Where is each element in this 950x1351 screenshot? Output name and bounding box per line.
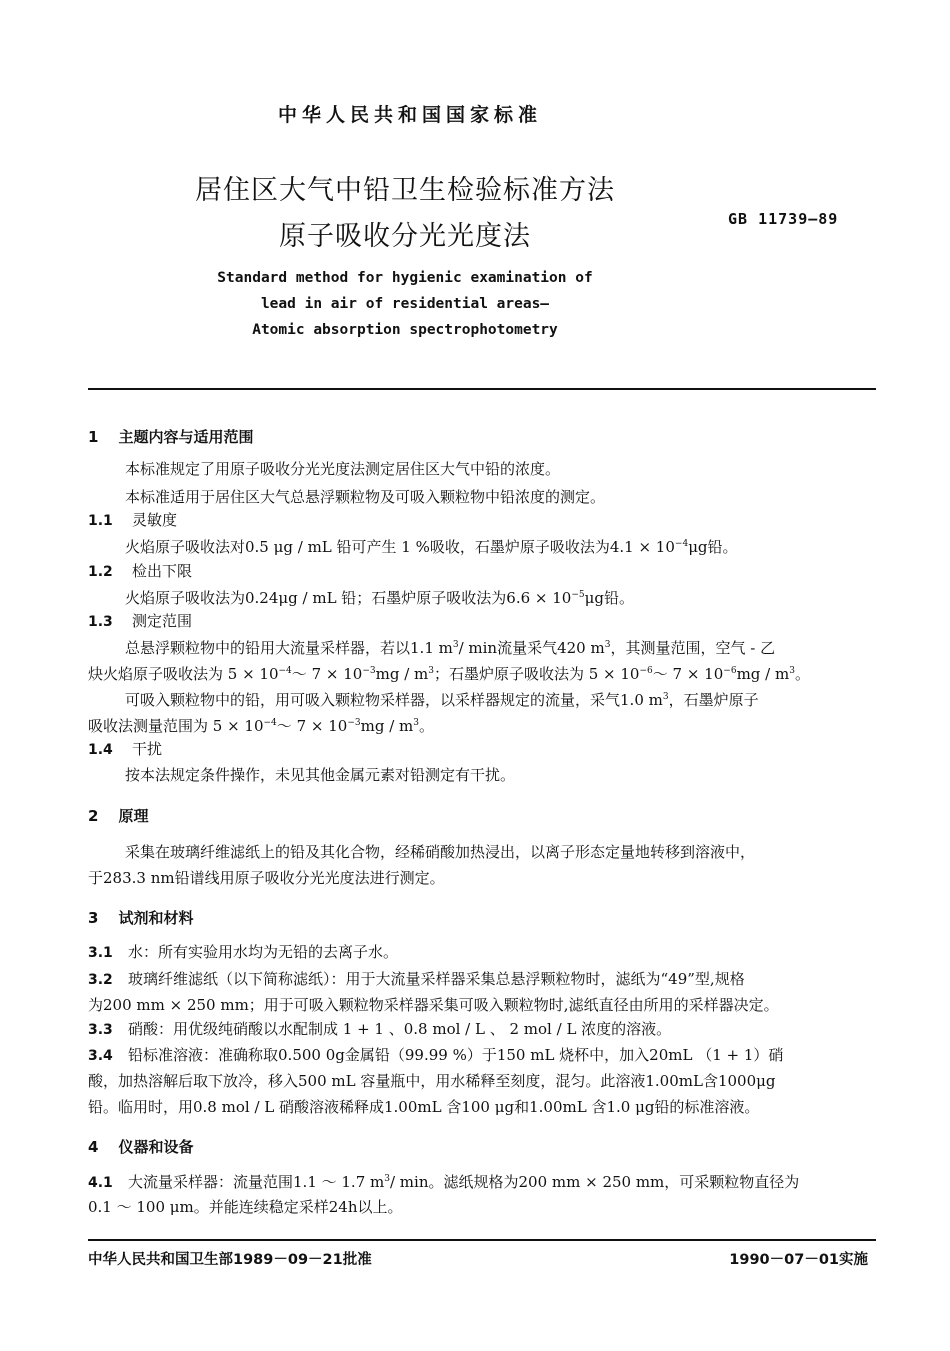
- text-run: ～ 7 × 10: [276, 717, 348, 735]
- header-divider: [88, 388, 876, 390]
- paragraph-continuation: 0.1 ～ 100 μm。并能连续稳定采样24h以上。: [88, 1198, 403, 1216]
- exponent: 3: [604, 640, 611, 650]
- section-1-heading: [88, 426, 253, 447]
- text-run: 火焰原子吸收法为0.24μg / mL 铅；石墨炉原子吸收法为6.6 × 10: [125, 589, 572, 607]
- exponent: 3: [662, 692, 669, 702]
- exponent: 3: [384, 1174, 390, 1184]
- paragraph: [125, 641, 775, 656]
- text-run: 吸收法测量范围为 5 × 10: [88, 717, 264, 735]
- section-number: 1: [88, 428, 99, 446]
- text-run: ～ 7 × 10: [652, 665, 724, 683]
- paragraph: [125, 591, 634, 606]
- paragraph-continuation: 于283.3 nm铅谱线用原子吸收分光光度法进行测定。: [88, 869, 445, 887]
- section-title: 试剂和材料: [118, 909, 194, 927]
- section-4-heading: [88, 1136, 193, 1157]
- item-number: 4.1: [88, 1175, 113, 1191]
- paragraph: 本标准规定了用原子吸收分光光度法测定居住区大气中铅的浓度。: [125, 460, 561, 478]
- exponent: 3: [452, 640, 459, 650]
- item-3-4: [88, 1048, 783, 1063]
- item-text: 玻璃纤维滤纸（以下简称滤纸）：用于大流量采样器采集总悬浮颗粒物时，滤纸为“49”型,规格: [128, 970, 745, 988]
- paragraph: 按本法规定条件操作，未见其他金属元素对铅测定有干扰。: [125, 766, 516, 784]
- exponent: 3: [413, 718, 419, 728]
- exponent: −6: [723, 666, 737, 676]
- text-run: 。: [418, 717, 434, 735]
- subsection-1-4-heading: [88, 742, 162, 757]
- section-title: 主题内容与适用范围: [118, 428, 254, 446]
- section-number: 2: [88, 807, 99, 825]
- exponent: −5: [571, 590, 585, 600]
- text-run: / min流量采气420 m: [458, 639, 605, 657]
- issuing-organization: 中华人民共和国国家标准: [277, 104, 542, 126]
- section-title: 仪器和设备: [118, 1138, 194, 1156]
- text-run: 大流量采样器：流量范围1.1 ～ 1.7 m: [128, 1173, 385, 1191]
- item-number: 3.1: [88, 945, 113, 961]
- subsection-number: 1.4: [88, 742, 113, 758]
- item-3-3: [88, 1022, 671, 1037]
- text-run: ～ 7 × 10: [291, 665, 363, 683]
- text-run: ；石墨炉原子吸收法为 5 × 10: [433, 665, 640, 683]
- section-number: 4: [88, 1138, 99, 1156]
- exponent: −4: [278, 666, 292, 676]
- exponent: −3: [347, 718, 361, 728]
- subsection-number: 1.3: [88, 614, 113, 630]
- exponent: −3: [362, 666, 376, 676]
- text-run: mg / m: [736, 665, 790, 683]
- item-4-1: [88, 1175, 799, 1190]
- item-3-2: [88, 972, 745, 987]
- subsection-title: 干扰: [132, 740, 163, 758]
- subsection-number: 1.1: [88, 513, 113, 529]
- text-run: ，石墨炉原子: [668, 691, 759, 709]
- exponent: −4: [263, 718, 277, 728]
- text-run: μg铅。: [688, 538, 738, 556]
- section-2-heading: [88, 805, 148, 826]
- item-number: 3.3: [88, 1022, 113, 1038]
- subsection-title: 灵敏度: [132, 511, 178, 529]
- paragraph: 本标准适用于居住区大气总悬浮颗粒物及可吸入颗粒物中铅浓度的测定。: [125, 488, 606, 506]
- text-run: / min。滤纸规格为200 mm × 250 mm，可采颗粒物直径为: [389, 1173, 800, 1191]
- english-title-line-1: Standard method for hygienic examination of: [217, 270, 593, 286]
- text-run: 火焰原子吸收法对0.5 μg / mL 铅可产生 1 %吸收，石墨炉原子吸收法为4.1 × 10: [125, 538, 675, 556]
- text-run: ，其测量范围，空气 - 乙: [610, 639, 776, 657]
- footer-divider: [88, 1239, 876, 1241]
- text-run: 可吸入颗粒物中的铅，用可吸入颗粒物采样器，以采样器规定的流量，采气1.0 m: [125, 691, 663, 709]
- section-title: 原理: [118, 807, 149, 825]
- item-text: 硝酸：用优级纯硝酸以水配制成 1 + 1 、0.8 mol / L 、 2 mol / L 浓度的溶液。: [128, 1020, 672, 1038]
- paragraph: [125, 693, 759, 708]
- exponent: −4: [674, 539, 689, 549]
- paragraph-continuation: [88, 719, 434, 734]
- item-text: 水：所有实验用水均为无铅的去离子水。: [128, 943, 399, 961]
- english-title-line-2: lead in air of residential areas—: [260, 296, 550, 312]
- item-number: 3.2: [88, 972, 113, 988]
- subsection-1-3-heading: [88, 614, 192, 629]
- chinese-title-line-2: 原子吸收分光光度法: [279, 221, 531, 252]
- english-title-line-3: Atomic absorption spectrophotometry: [252, 322, 558, 338]
- paragraph-continuation: [88, 667, 810, 682]
- text-run: 。: [794, 665, 810, 683]
- item-text: 铅标准溶液：准确称取0.500 0g金属铅（99.99 %）于150 mL 烧杯中，加入20mL （1 + 1）硝: [128, 1046, 784, 1064]
- exponent: −6: [639, 666, 653, 676]
- text-run: 炔火焰原子吸收法为 5 × 10: [88, 665, 279, 683]
- item-3-1: [88, 945, 398, 960]
- effective-date: 1990－07－01实施: [729, 1252, 868, 1268]
- subsection-number: 1.2: [88, 564, 113, 580]
- approval-date: 中华人民共和国卫生部1989－09－21批准: [88, 1252, 372, 1268]
- chinese-title-line-1: 居住区大气中铅卫生检验标准方法: [195, 175, 615, 206]
- subsection-title: 测定范围: [132, 612, 193, 630]
- paragraph-continuation: 铅。临用时，用0.8 mol / L 硝酸溶液稀释成1.00mL 含100 μg和1.00mL 含1.0 μg铅的标准溶液。: [88, 1098, 760, 1116]
- exponent: 3: [428, 666, 434, 676]
- subsection-title: 检出下限: [132, 562, 193, 580]
- item-number: 3.4: [88, 1048, 113, 1064]
- text-run: 总悬浮颗粒物中的铅用大流量采样器，若以1.1 m: [125, 639, 453, 657]
- text-run: mg / m: [375, 665, 429, 683]
- paragraph-continuation: 为200 mm × 250 mm；用于可吸入颗粒物采样器采集可吸入颗粒物时,滤纸直径由所用的采样器决定。: [88, 996, 779, 1014]
- section-number: 3: [88, 909, 99, 927]
- paragraph: [125, 540, 738, 555]
- paragraph: 采集在玻璃纤维滤纸上的铅及其化合物，经稀硝酸加热浸出，以离子形态定量地转移到溶液中，: [125, 843, 756, 861]
- standard-number: GB 11739—89: [728, 210, 839, 228]
- text-run: μg铅。: [584, 589, 634, 607]
- paragraph-continuation: 酸，加热溶解后取下放冷，移入500 mL 容量瓶中，用水稀释至刻度，混匀。此溶液1.00mL含1000μg: [88, 1072, 776, 1090]
- section-3-heading: [88, 907, 193, 928]
- text-run: mg / m: [360, 717, 414, 735]
- exponent: 3: [789, 666, 795, 676]
- subsection-1-2-heading: [88, 564, 192, 579]
- subsection-1-1-heading: [88, 513, 177, 528]
